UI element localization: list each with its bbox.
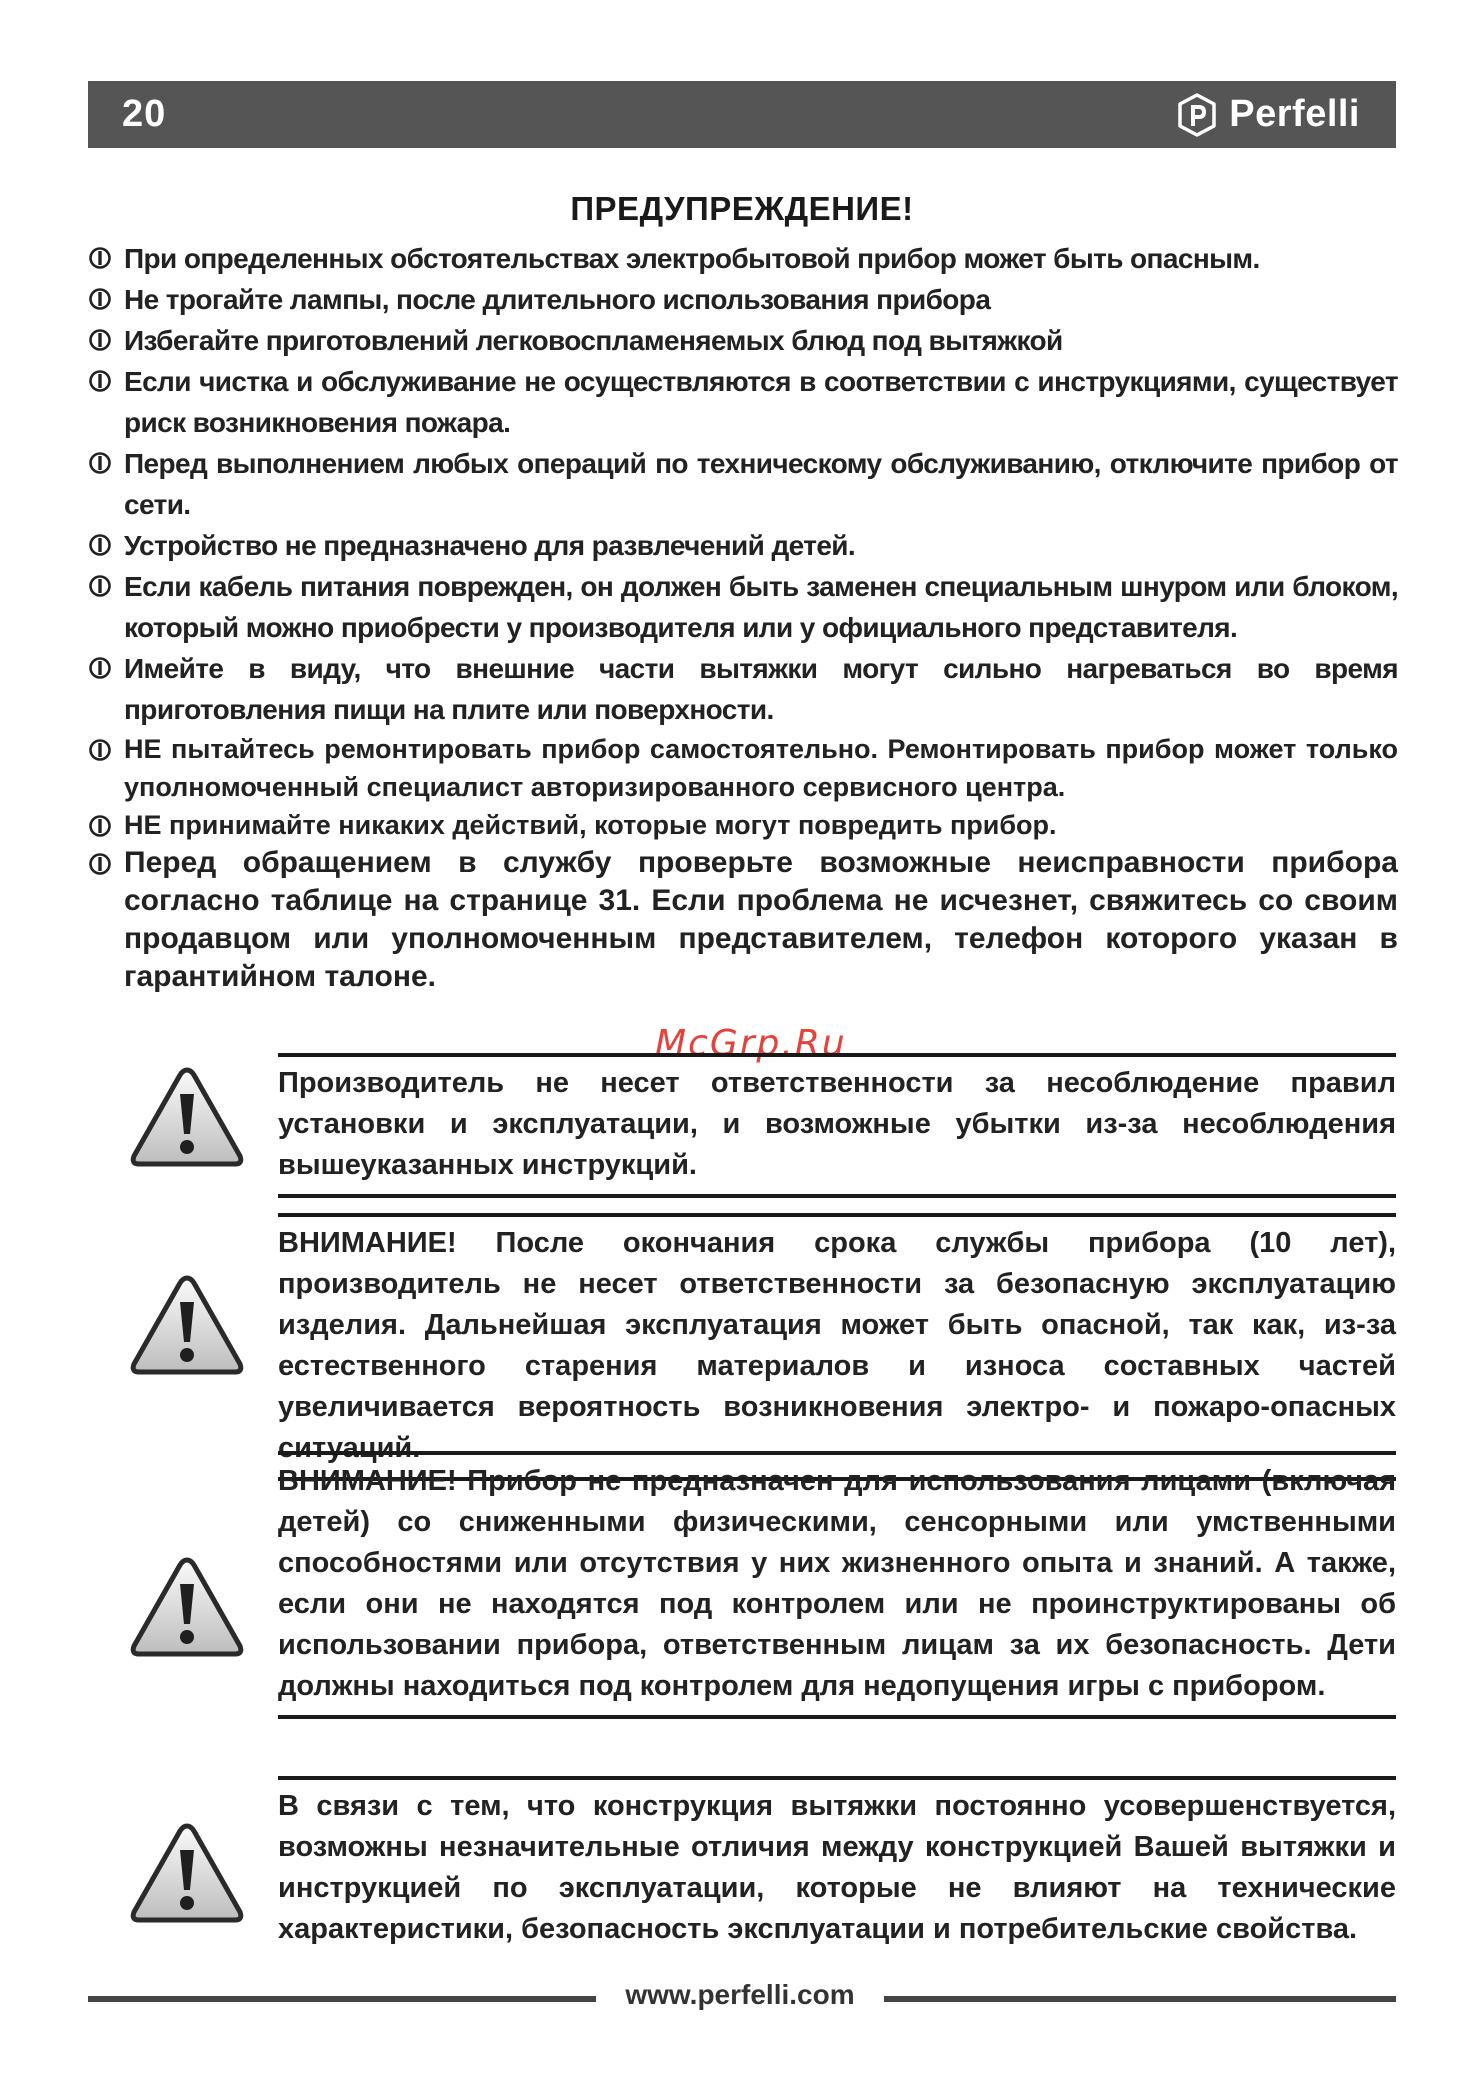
warning-triangle-icon — [128, 1820, 246, 1926]
info-circle-icon — [88, 814, 112, 838]
notice-box-service-life: ВНИМАНИЕ! После окончания срока службы прибора (10 лет), производитель не несет ответственности за безопасную эксплуатацию изделия. Дальнейшая эксплуатация может быть опасной, так как, из-за естественного старения материалов и износа составных частей увеличивается вероятность возникновения электро- и пожаро-опасных ситуаций. — [278, 1213, 1396, 1481]
list-item: Не трогайте лампы, после длительного использования прибора — [88, 279, 1398, 320]
info-circle-icon — [88, 246, 112, 270]
page-title: ПРЕДУПРЕЖДЕНИЕ! — [570, 190, 914, 227]
info-circle-icon — [88, 852, 112, 876]
list-item: Имейте в виду, что внешние части вытяжки могут сильно нагреваться во время приготовления пищи на плите или поверхности. — [88, 648, 1398, 730]
list-item: Перед обращением в службу проверьте возможные неисправности прибора согласно таблице на странице 31. Если проблема не исчезнет, свяжитесь со своим продавцом или уполномоченным представителем, телефон которого указан в гарантийном талоне. — [88, 844, 1398, 996]
list-item: НЕ принимайте никаких действий, которые могут повредить прибор. — [88, 806, 1398, 844]
perfelli-logo-icon — [1175, 93, 1219, 137]
info-circle-icon — [88, 451, 112, 475]
warning-triangle-icon — [128, 1272, 246, 1378]
list-item: Устройство не предназначено для развлечений детей. — [88, 525, 1398, 566]
info-circle-icon — [88, 533, 112, 557]
warning-triangle-icon — [128, 1064, 246, 1170]
info-circle-icon — [88, 369, 112, 393]
list-item: Если чистка и обслуживание не осуществляются в соответствии с инструкциями, существует риск возникновения пожара. — [88, 361, 1398, 443]
list-item: Избегайте приготовлений легковоспламеняемых блюд под вытяжкой — [88, 320, 1398, 361]
footer-url: www.perfelli.com — [625, 1979, 855, 2010]
page-number: 20 — [122, 93, 167, 135]
notice-box-liability: Производитель не несет ответственности за несоблюдение правил установки и эксплуатации, и возможные убытки из-за несоблюдения вышеуказанных инструкций. — [278, 1053, 1396, 1198]
list-item: При определенных обстоятельствах электробытовой прибор может быть опасным. — [88, 238, 1398, 279]
info-circle-icon — [88, 328, 112, 352]
brand-name: Perfelli — [1229, 93, 1360, 135]
list-item: Перед выполнением любых операций по техническому обслуживанию, отключите прибор от сети. — [88, 443, 1398, 525]
info-circle-icon — [88, 574, 112, 598]
list-item: НЕ пытайтесь ремонтировать прибор самостоятельно. Ремонтировать прибор может только уполномоченный специалист авторизированного сервисного центра. — [88, 730, 1398, 806]
brand — [1175, 93, 1360, 137]
info-circle-icon — [88, 287, 112, 311]
notice-box-restricted-use: ВНИМАНИЕ! Прибор не предназначен для использования лицами (включая детей) со сниженными физическими, сенсорными или умственными способностями или отсутствия у них жизненного опыта и знаний. А также, если они не находятся под контролем или не проинструктированы об использовании прибора, ответственным лицам за их безопасность. Дети должны находиться под контролем для недопущения игры с прибором. — [278, 1451, 1396, 1719]
info-circle-icon — [88, 656, 112, 680]
footer-rule-right — [884, 1996, 1396, 2002]
warning-list — [88, 238, 1398, 996]
list-item: Если кабель питания поврежден, он должен быть заменен специальным шнуром или блоком, который можно приобрести у производителя или у официального представителя. — [88, 566, 1398, 648]
warning-triangle-icon — [128, 1554, 246, 1660]
info-circle-icon — [88, 738, 112, 762]
page-header — [88, 81, 1396, 148]
footer-rule-left — [88, 1996, 596, 2002]
watermark: McGrp.Ru — [655, 1023, 847, 1064]
notice-box-design-changes: В связи с тем, что конструкция вытяжки постоянно усовершенствуется, возможны незначительные отличия между конструкцией Вашей вытяжки и инструкцией по эксплуатации, которые не влияют на технические характеристики, безопасность эксплуатации и потребительские свойства. — [278, 1776, 1396, 1958]
